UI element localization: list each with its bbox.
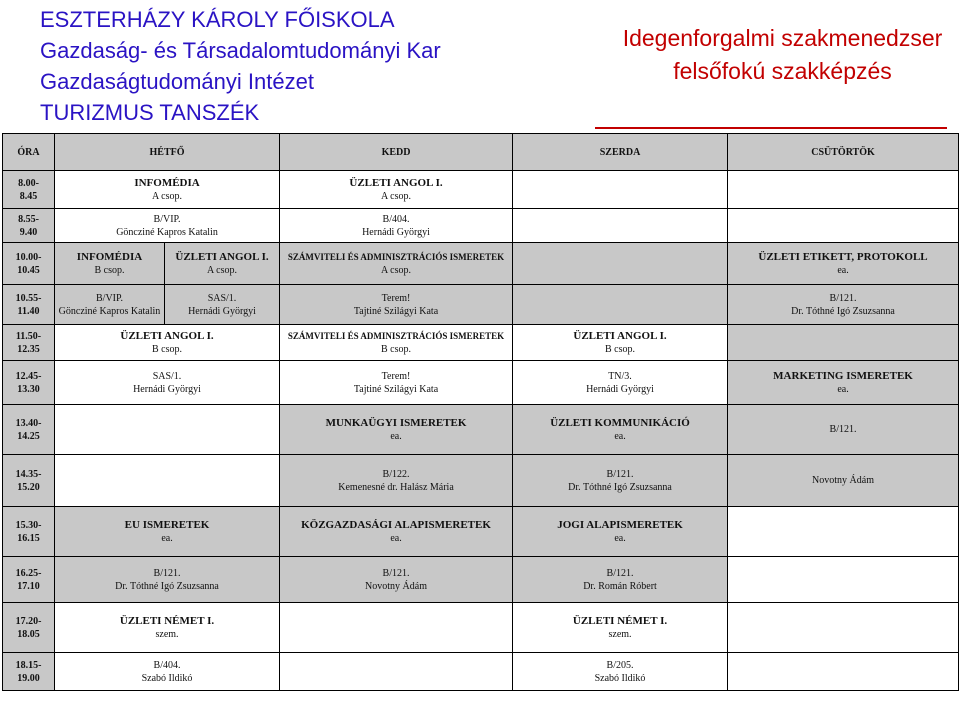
teacher: Szabó Ildikó	[594, 672, 646, 684]
course-title: ÜZLETI ANGOL I.	[120, 329, 214, 342]
col-header-monday: HÉTFŐ	[55, 134, 280, 171]
course-cell	[280, 325, 513, 361]
room-cell	[728, 405, 959, 455]
room: B/121.	[606, 468, 634, 480]
course-title: KÖZGAZDASÁGI ALAPISMERETEK	[301, 518, 491, 531]
table-row	[3, 405, 959, 455]
teacher: Hernádi Györgyi	[188, 305, 256, 317]
course-group: ea.	[390, 430, 402, 442]
course-group: A csop.	[207, 264, 237, 276]
table-row	[3, 603, 959, 653]
room-cell	[280, 361, 513, 405]
course-cell	[513, 405, 728, 455]
room-cell	[280, 455, 513, 507]
teacher: Szabó Ildikó	[141, 672, 193, 684]
empty-cell	[728, 325, 959, 361]
empty-cell	[728, 209, 959, 243]
room-cell	[513, 361, 728, 405]
teacher: Gönczi​né Kapros Katalin	[58, 305, 161, 317]
time-slot: 13.40- 14.25	[3, 405, 55, 455]
course-cell	[280, 405, 513, 455]
col-header-wednesday: SZERDA	[513, 134, 728, 171]
time-slot: 10.55- 11.40	[3, 285, 55, 325]
institute-name: Gazdaságtudományi Intézet	[40, 69, 314, 94]
time-slot: 15.30- 16.15	[3, 507, 55, 557]
empty-cell	[55, 405, 280, 455]
room-cell	[513, 653, 728, 691]
course-group: B csop.	[94, 264, 125, 276]
table-row	[3, 653, 959, 691]
course-group: ea.	[161, 532, 173, 544]
course-group: B csop.	[381, 343, 412, 355]
course-cell	[55, 325, 280, 361]
room-cell	[280, 209, 513, 243]
course-group: B csop.	[152, 343, 182, 355]
course-cell	[55, 603, 280, 653]
time-slot: 17.20- 18.05	[3, 603, 55, 653]
empty-cell	[728, 171, 959, 209]
teacher: Hernádi Györgyi	[133, 383, 201, 395]
room-cell	[55, 361, 280, 405]
teacher: Novotny Ádám	[365, 580, 427, 592]
course-group: ea.	[390, 532, 402, 544]
time-slot: 16.25- 17.10	[3, 557, 55, 603]
col-header-time: ÓRA	[3, 134, 55, 171]
room-cell	[280, 557, 513, 603]
time-slot: 12.45- 13.30	[3, 361, 55, 405]
room-cell	[513, 455, 728, 507]
empty-cell	[728, 653, 959, 691]
room-cell	[55, 285, 165, 325]
course-group: A csop.	[381, 190, 412, 202]
course-title: ÜZLETI ANGOL I.	[573, 329, 667, 342]
room: B/VIP.	[153, 213, 181, 225]
empty-cell	[280, 653, 513, 691]
room-cell	[280, 285, 513, 325]
room: SAS/1.	[207, 292, 237, 304]
header-underline	[595, 127, 947, 129]
empty-cell	[513, 285, 728, 325]
course-group: ea.	[614, 532, 626, 544]
table-row	[3, 285, 959, 325]
col-header-tuesday: KEDD	[280, 134, 513, 171]
table-row	[3, 557, 959, 603]
program-header	[560, 22, 960, 88]
program-subtitle: felsőfokú szakképzés	[673, 58, 892, 84]
course-title: ÜZLETI ANGOL I.	[349, 176, 443, 189]
course-title: EU ISMERETEK	[124, 518, 210, 531]
course-title: INFOMÉDIA	[76, 250, 143, 263]
teacher: Tajtiné Szilágyi Kata	[353, 383, 439, 395]
teacher: Kemenesné dr. Halász Mária	[338, 481, 454, 493]
teacher: Dr. Tóthné Igó Zsuzsanna	[791, 305, 895, 317]
course-group: B csop.	[605, 343, 636, 355]
course-title: SZÁMVITELI ÉS ADMINISZTRÁCIÓS ISMERETEK	[287, 251, 505, 262]
time-slot: 18.15- 19.00	[3, 653, 55, 691]
room-cell	[728, 455, 959, 507]
course-title: ÜZLETI KOMMUNIKÁCIÓ	[550, 416, 690, 429]
teacher: Gönczi​né Kapros Katalin	[116, 226, 218, 238]
course-title: ÜZLETI NÉMET I.	[119, 614, 215, 627]
course-cell	[728, 243, 959, 285]
course-group: A csop.	[381, 264, 412, 276]
course-group: szem.	[608, 628, 632, 640]
room-cell	[728, 285, 959, 325]
course-cell	[280, 171, 513, 209]
empty-cell	[280, 603, 513, 653]
time-slot: 11.50- 12.35	[3, 325, 55, 361]
room-cell	[513, 557, 728, 603]
table-row	[3, 507, 959, 557]
room: B/121.	[382, 567, 410, 579]
room: B/VIP.	[96, 292, 123, 304]
table-row	[3, 361, 959, 405]
room: Terem!	[381, 292, 411, 304]
table-row	[3, 243, 959, 285]
time-slot: 8.55- 9.40	[3, 209, 55, 243]
faculty-name: Gazdaság- és Társadalomtudományi Kar	[40, 38, 441, 63]
course-title: ÜZLETI NÉMET I.	[572, 614, 668, 627]
course-cell	[513, 603, 728, 653]
time-slot: 10.00- 10.45	[3, 243, 55, 285]
room: SAS/1.	[152, 370, 182, 382]
room: TN/3.	[608, 370, 632, 382]
course-cell	[513, 507, 728, 557]
course-group: szem.	[155, 628, 179, 640]
table-row	[3, 209, 959, 243]
program-title: Idegenforgalmi szakmenedzser	[622, 25, 943, 51]
room: B/121.	[606, 567, 634, 579]
course-title: ÜZLETI ETIKETT, PROTOKOLL	[758, 250, 928, 263]
course-cell	[55, 243, 165, 285]
table-row	[3, 325, 959, 361]
room-cell	[55, 557, 280, 603]
course-cell	[280, 243, 513, 285]
empty-cell	[728, 557, 959, 603]
table-row	[3, 455, 959, 507]
table-header-row	[3, 134, 959, 171]
teacher: Tajtiné Szilágyi Kata	[353, 305, 439, 317]
room: B/404.	[153, 659, 181, 671]
room: B/205.	[606, 659, 634, 671]
empty-cell	[55, 455, 280, 507]
course-group: ea.	[837, 264, 849, 276]
department-name: TURIZMUS TANSZÉK	[40, 100, 260, 125]
course-title: JOGI ALAPISMERETEK	[557, 518, 683, 531]
timetable	[2, 133, 959, 691]
teacher: Dr. Tóthné Igó Zsuzsanna	[568, 481, 672, 493]
room-cell	[165, 285, 280, 325]
institution-name: ESZTERHÁZY KÁROLY FŐISKOLA	[40, 7, 395, 32]
teacher: Novotny Ádám	[812, 475, 874, 486]
teacher: Dr. Román Róbert	[583, 580, 657, 592]
course-cell	[55, 507, 280, 557]
course-group: ea.	[837, 383, 849, 395]
room: B/121.	[829, 424, 857, 435]
course-title: INFOMÉDIA	[134, 176, 200, 189]
room: Terem!	[381, 370, 411, 382]
empty-cell	[513, 209, 728, 243]
col-header-thursday: CSÜTÖRTÖK	[728, 134, 959, 171]
institution-header	[40, 4, 441, 128]
room: B/121.	[829, 292, 857, 304]
course-cell	[165, 243, 280, 285]
course-group: A csop.	[152, 190, 182, 202]
teacher: Dr. Tóthné Igó Zsuzsanna	[115, 580, 219, 592]
course-cell	[513, 325, 728, 361]
course-cell	[728, 361, 959, 405]
course-cell	[280, 507, 513, 557]
course-group: ea.	[614, 430, 626, 442]
room: B/121.	[153, 567, 181, 579]
room-cell	[55, 653, 280, 691]
course-title: MARKETING ISMERETEK	[773, 369, 913, 382]
empty-cell	[728, 603, 959, 653]
course-title: SZÁMVITELI ÉS ADMINISZTRÁCIÓS ISMERETEK	[287, 330, 505, 341]
course-cell	[55, 171, 280, 209]
teacher: Hernádi Györgyi	[362, 226, 430, 238]
course-title: MUNKAÜGYI ISMERETEK	[325, 416, 467, 429]
teacher: Hernádi Györgyi	[586, 383, 654, 395]
room: B/122.	[382, 468, 410, 480]
empty-cell	[513, 243, 728, 285]
course-title: ÜZLETI ANGOL I.	[175, 250, 269, 263]
time-slot: 14.35- 15.20	[3, 455, 55, 507]
room: B/404.	[382, 213, 410, 225]
room-cell	[55, 209, 280, 243]
empty-cell	[513, 171, 728, 209]
table-row	[3, 171, 959, 209]
empty-cell	[728, 507, 959, 557]
time-slot: 8.00- 8.45	[3, 171, 55, 209]
